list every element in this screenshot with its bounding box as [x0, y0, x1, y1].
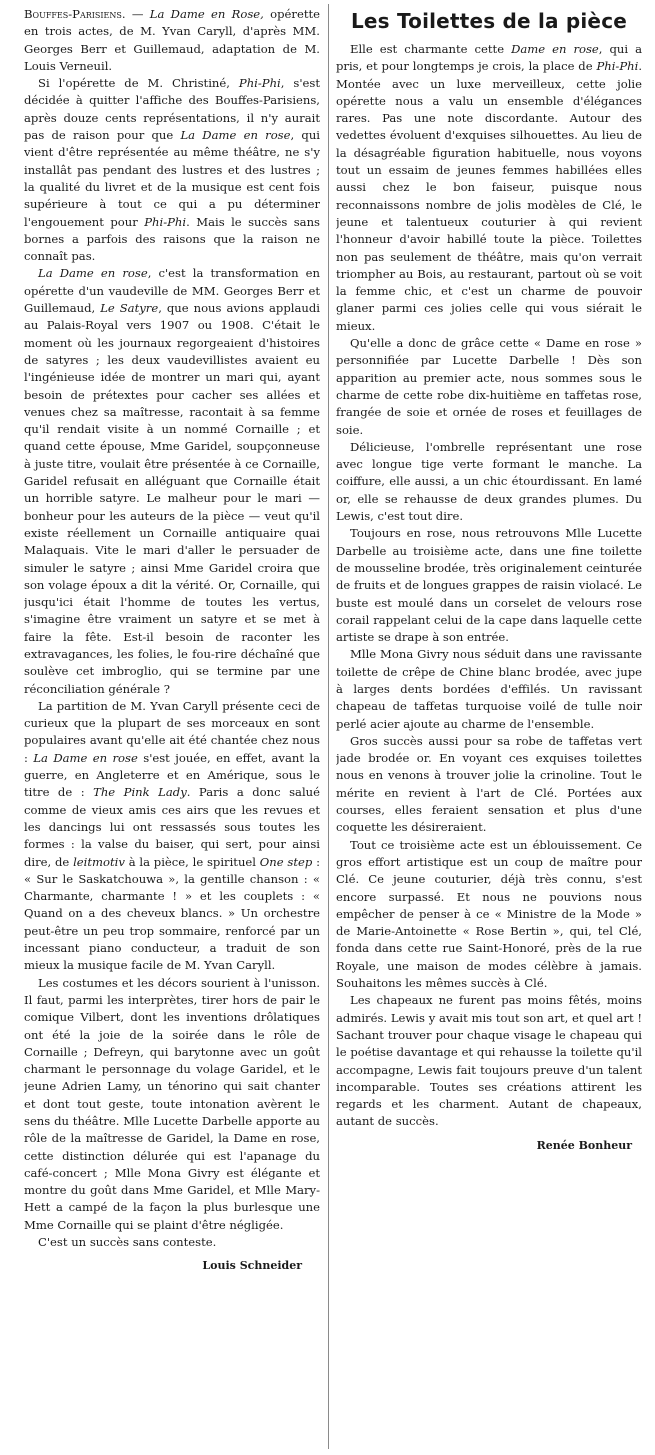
column-divider	[328, 4, 329, 1449]
review-paragraph-3: La partition de M. Yvan Caryll présente ceci de curieux que la plupart de ses morceaux en sont populaires avant qu'elle ait été chantée chez nous : La Dame en rose s'est jouée, en effet, avant la guerre, en Angleterre et en Amérique, sous le titre de : The Pink Lady. Paris a donc salué comme de vieux amis ces airs que les revues et les dancings lui ont ressassés sous toutes les formes : la valse du baiser, qui sert, pour ainsi dire, de leitmotiv à la pièce, le spirituel One step : « Sur le Saskatchouwa », la gentille chanson : « Charmante, charmante ! » et les couplets : « Quand on a des cheveux blancs. » Un orchestre peut-être un peu trop sommaire, renforcé par un incessant piano conducteur, a traduit de son mieux la musique facile de M. Yvan Caryll.	[24, 698, 320, 973]
review-paragraph-2: La Dame en rose, c'est la transformation en opérette d'un vaudeville de MM. Georges Berr et Guillemaud, Le Satyre, que nous avions applaudi au Palais-Royal vers 1907 ou 1908. C'était le moment où les journaux regorgeaient d'histoires de satyres ; les deux vaudevillistes avaient eu l'ingénieuse idée de montrer un mari qui, ayant besoin de prétextes pour cacher ses allées et venues chez sa maîtresse, racontait à sa femme qu'il rendait visite à un nommé Cornaille ; et quand cette épouse, Mme Garidel, soupçonneuse à juste titre, voulait être présentée à ce Cornaille, Garidel refusait en alléguant que Cornaille était un horrible satyre. Le malheur pour le mari — bonheur pour les auteurs de la pièce — veut qu'il existe réellement un Cornaille antiquaire quai Malaquais. Vite le mari d'aller le persuader de simuler le satyre ; ainsi Mme Garidel croira que son volage époux a dit la vérité. Or, Cornaille, qui jusqu'ici était l'homme de toutes les vertus, s'imagine être vraiment un satyre et se met à faire la fête. Est-il besoin de raconter les extravagances, les folies, le fou-rire déchaîné que soulève cet imbroglio, qui se termine par une réconciliation générale ?	[24, 266, 320, 696]
fashion-column	[336, 6, 642, 1154]
fashion-paragraph-8: Les chapeaux ne furent pas moins fêtés, moins admirés. Lewis y avait mis tout son art, et quel art ! Sachant trouver pour chaque visage le chapeau qui le poétise davantage et qui rehausse la toilette qu'il accompagne, Lewis fait toujours preuve d'un talent incomparable. Toutes ses créations attirent les regards et les charment. Autant de chapeaux, autant de succès.	[336, 993, 642, 1129]
fashion-paragraph-4: Toujours en rose, nous retrouvons Mlle Lucette Darbelle au troisième acte, dans une fine toilette de mousseline brodée, très originalement ceinturée de fruits et de longues grappes de raisin violacé. Le buste est moulé dans un corselet de velours rose corail rappelant celui de la cape dans laquelle cette artiste se drape à son entrée.	[336, 526, 642, 645]
review-intro	[24, 6, 320, 75]
review-paragraph-1: Si l'opérette de M. Christiné, Phi-Phi, s'est décidée à quitter l'affiche des Bouffes-Parisiens, après douze cents représentations, il n'y aurait pas de raison pour que La Dame en rose, qui vient d'être représentée au même théâtre, ne s'y installât pas pendant des lustres et des lustres ; la qualité du livret et de la musique est cent fois supérieure à tout ce qui a pu déterminer l'engouement pour Phi-Phi. Mais le succès sans bornes a parfois des raisons que la raison ne connaît pas.	[24, 76, 320, 264]
review-paragraph-4: Les costumes et les décors sourient à l'unisson. Il faut, parmi les interprètes, tirer hors de pair le comique Vilbert, dont les inventions drôlatiques ont été la joie de la soirée dans le rôle de Cornaille ; Defreyn, qui barytonne avec un goût charmant le personnage du volage Garidel, et le jeune Adrien Lamy, un ténorino qui sait chanter et dont tout geste, toute intonation avèrent le sens du théâtre. Mlle Lucette Darbelle apporte au rôle de la maîtresse de Garidel, la Dame en rose, cette distinction délurée qui est l'apanage du café-concert ; Mlle Mona Givry est élégante et montre du goût dans Mme Garidel, et Mlle Mary-Hett a campé de la façon la plus burlesque une Mme Cornaille qui se plaint d'être négligée.	[24, 975, 320, 1232]
play-title: La Dame en Rose,	[149, 7, 264, 21]
theatre-name: Bouffes-Parisiens. —	[24, 7, 144, 21]
fashion-paragraph-1: Elle est charmante cette Dame en rose, qui a pris, et pour longtemps je crois, la place de Phi-Phi. Montée avec un luxe merveilleux, cette jolie opérette nous a valu un ensemble d'élégances rares. Pas une note discordante. Autour des vedettes évoluent d'exquises silhouettes. Au lieu de la désagréable figuration habituelle, nous voyons tout un essaim de jeunes femmes habillées elles aussi chez le bon faiseur, puisque nous reconnaissons nombre de jolis modèles de Clé, le jeune et talentueux couturier à qui revient l'honneur d'avoir habillé toute la pièce. Toilettes non pas seulement de théâtre, mais qu'on verrait triompher au Bois, au restaurant, partout où se voit la femme chic, et c'est un charme de pouvoir glaner parmi ces jolies celle qui vous siérait le mieux.	[336, 42, 642, 333]
fashion-paragraph-2: Qu'elle a donc de grâce cette « Dame en rose » personnifiée par Lucette Darbelle ! Dès son apparition au premier acte, nous sommes sous le charme de cette robe dix-huitième en taffetas rose, frangée de soie et ornée de roses et feuillages de soie.	[336, 336, 642, 437]
review-paragraph-5: C'est un succès sans conteste.	[38, 1235, 217, 1250]
fashion-signature: Renée Bonheur	[536, 1138, 632, 1152]
play-credits: opérette en trois actes, de M. Yvan Caryll, d'après MM. Georges Berr et Guillemaud, adaptation de M. Louis Verneuil.	[24, 7, 320, 73]
fashion-article-title: Les Toilettes de la pièce	[350, 9, 628, 33]
review-signature: Louis Schneider	[202, 1259, 302, 1273]
fashion-paragraph-7: Tout ce troisième acte est un éblouissement. Ce gros effort artistique est un coup de maître pour Clé. Ce jeune couturier, déjà très connu, s'est encore surpassé. Et nous ne pouvions nous empêcher de penser à ce « Ministre de la Mode » de Marie-Antoinette « Rose Bertin », qui, tel Clé, fonda dans cette rue Saint-Honoré, près de la rue Royale, une maison de modes célèbre à jamais. Souhaitons les mêmes succès à Clé.	[336, 837, 642, 991]
fashion-paragraph-5: Mlle Mona Givry nous séduit dans une ravissante toilette de crêpe de Chine blanc brodée, avec jupe à larges dents bordées d'effilés. Un ravissant chapeau de taffetas turquoise voilé de tulle noir perlé acier ajoute au charme de l'ensemble.	[336, 647, 642, 731]
fashion-paragraph-3: Délicieuse, l'ombrelle représentant une rose avec longue tige verte formant le manche. La coiffure, elle aussi, a un chic étourdissant. En lamé or, elle se rehausse de deux grandes plumes. Du Lewis, c'est tout dire.	[336, 439, 642, 524]
review-column	[24, 6, 320, 1275]
fashion-paragraph-6: Gros succès aussi pour sa robe de taffetas vert jade brodée or. En voyant ces exquises toilettes nous en venons à trouver jolie la crinoline. Tout le mérite en revient à l'art de Clé. Portées aux courses, elles feraient sensation et plus d'une coquette les désireraient.	[336, 733, 642, 835]
